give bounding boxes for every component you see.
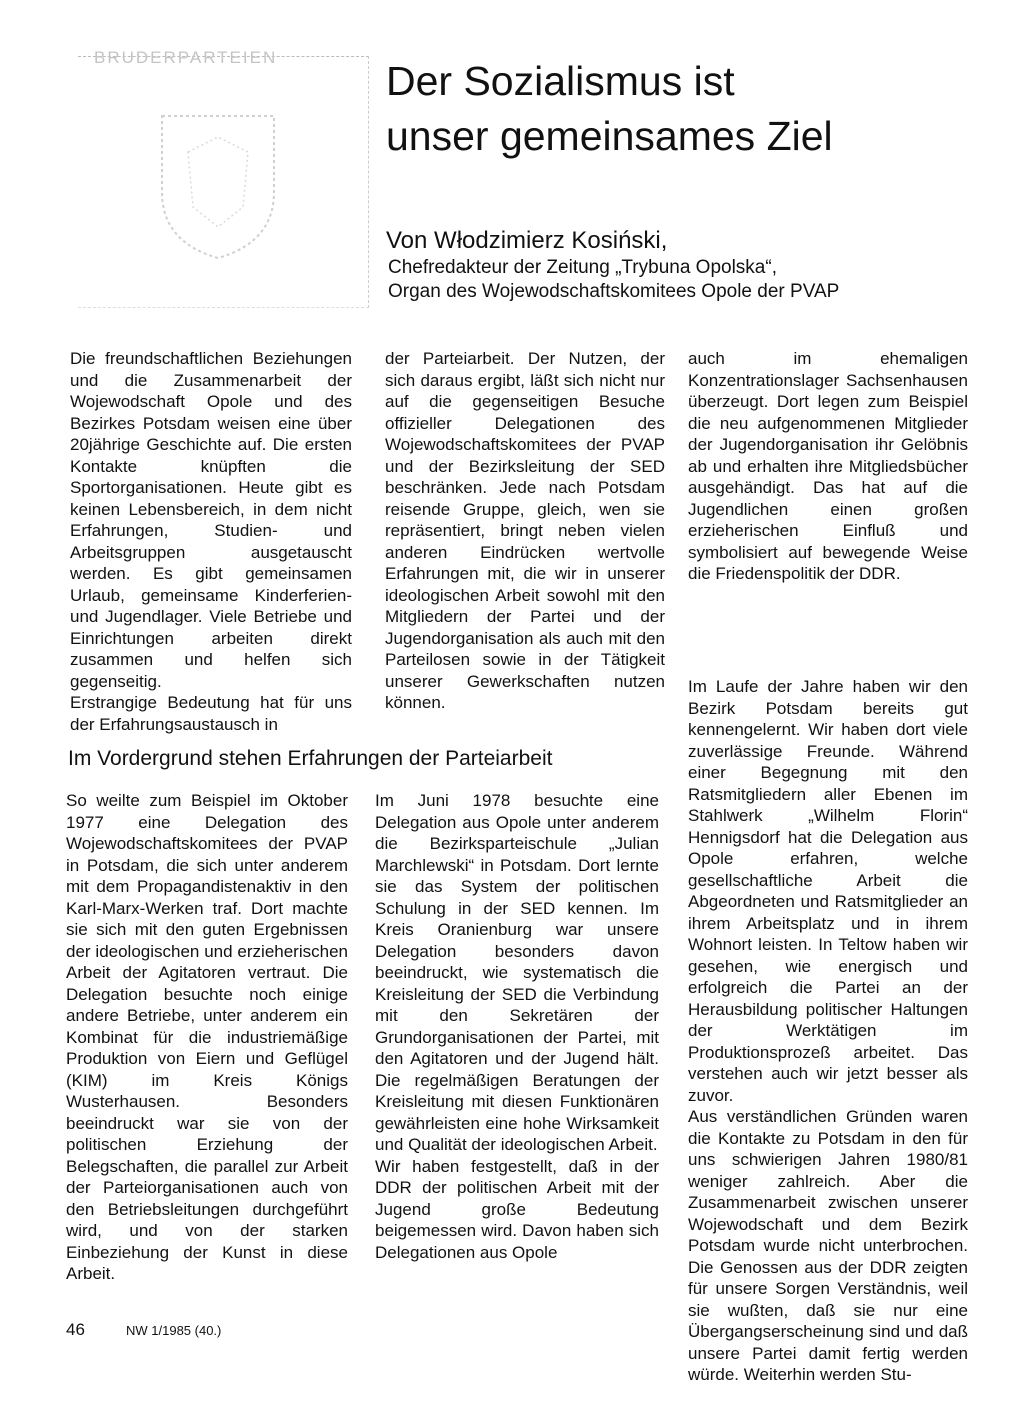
paragraph: Wir haben festgestellt, daß in der DDR der politischen Arbeit mit der Jugend große Bedeutung beigemessen wird. Davon haben sich Delegationen aus Opole bbox=[375, 1156, 659, 1262]
title-line-2: unser gemeinsames Ziel bbox=[386, 113, 833, 159]
paragraph: Erstrangige Bedeutung hat für uns der Erfahrungsaustausch in bbox=[70, 693, 352, 734]
column-3-top bbox=[688, 348, 968, 585]
title-line-1: Der Sozialismus ist bbox=[386, 58, 735, 104]
article-title bbox=[386, 54, 986, 164]
issue-label: NW 1/1985 (40.) bbox=[126, 1323, 222, 1338]
column-2-top bbox=[385, 348, 665, 714]
column-2-bottom bbox=[375, 790, 659, 1263]
author-name: Von Włodzimierz Kosiński, bbox=[386, 227, 668, 254]
paragraph: Im Laufe der Jahre haben wir den Bezirk Potsdam bereits gut kennengelernt. Wir haben dort viele zuverlässige Freunde. Während einer Begegnung mit den Ratsmitgliedern aller Ebenen im Stahlwerk „Wilhelm Florin“ Hennigsdorf hat die Delegation aus Opole erfahren, welche gesellschaftliche Arbeit die Abgeordneten und Ratsmitglieder an ihrem Arbeitsplatz und in ihrem Wohnort leisten. In Teltow haben wir gesehen, wie energisch und erfolgreich die Partei an der Herausbildung politischer Haltungen der Werktätigen im Produktionsprozeß arbeitet. Das verstehen auch wir jetzt besser als zuvor. bbox=[688, 677, 968, 1105]
page-number: 46 bbox=[66, 1320, 85, 1339]
emblem-word: BRUDERPARTEIEN bbox=[94, 48, 278, 67]
paragraph: auch im ehemaligen Konzentrationslager Sachsenhausen überzeugt. Dort legen zum Beispiel die neu aufgenommenen Mitglieder der Jugendorganisation ihr Gelöbnis ab und erhalten ihre Mitgliedsbücher ausgehändigt. Das hat auf die Jugendlichen einen großen erzieherischen Einfluß und symbolisiert auf bewegende Weise die Friedenspolitik der DDR. bbox=[688, 349, 968, 583]
author-role-1: Chefredakteur der Zeitung „Trybuna Opolska“, bbox=[388, 257, 777, 278]
author-role-2: Organ des Wojewodschaftskomitees Opole der PVAP bbox=[388, 281, 840, 302]
paragraph: So weilte zum Beispiel im Oktober 1977 eine Delegation des Wojewodschaftskomitees der PVAP in Potsdam, die sich unter anderem mit dem Propagandistenaktiv in den Karl-Marx-Werken traf. Dort machte sie sich mit den guten Ergebnissen der ideologischen und erzieherischen Arbeit der Agitatoren vertraut. Die Delegation besuchte noch einige andere Betriebe, unter anderem ein Kombinat für die industriemäßige Produktion von Eiern und Geflügel (KIM) im Kreis Königs Wusterhausen. Besonders beeindruckt war sie von der politischen Erziehung der Belegschaften, die parallel zur Arbeit der Parteiorganisationen auch von den Betriebsleitungen durchgeführt wird, und von der starken Einbeziehung der Kunst in diese Arbeit. bbox=[66, 791, 348, 1283]
paragraph: Die freundschaftlichen Beziehungen und die Zusammenarbeit der Wojewodschaft Opole und des Bezirkes Potsdam weisen eine über 20jährige Geschichte auf. Die ersten Kontakte knüpften die Sportorganisationen. Heute gibt es keinen Lebensbereich, in dem nicht Erfahrungen, Studien- und Arbeitsgruppen ausgetauscht werden. Es gibt gemeinsamen Urlaub, gemeinsame Kinderferien- und Jugendlager. Viele Betriebe und Einrichtungen arbeiten direkt zusammen und helfen sich gegenseitig. bbox=[70, 349, 352, 691]
emblem-shield-icon bbox=[158, 112, 278, 262]
paragraph: der Parteiarbeit. Der Nutzen, der sich daraus ergibt, läßt sich nicht nur auf die gegenseitigen Besuche offizieller Delegationen des Wojewodschaftskomitees der PVAP und der Bezirksleitung der SED beschränken. Jede nach Potsdam reisende Gruppe, gleich, wen sie repräsentiert, bringt neben vielen anderen Eindrücken wertvolle Erfahrungen mit, die wir in unserer ideologischen Arbeit sowohl mit den Mitgliedern der Partei und der Jugendorganisation als auch mit den Parteilosen sowie in der Tätigkeit unserer Gewerkschaften nutzen können. bbox=[385, 349, 665, 712]
column-1-top bbox=[70, 348, 352, 735]
column-3-bottom bbox=[688, 676, 968, 1386]
column-1-bottom bbox=[66, 790, 348, 1285]
byline bbox=[386, 226, 986, 304]
paragraph: Aus verständlichen Gründen waren die Kontakte zu Potsdam in den für uns schwierigen Jahren 1980/81 weniger zahlreich. Aber die Zusammenarbeit zwischen unserer Wojewodschaft und dem Bezirk Potsdam wurde nicht unterbrochen. Die Genossen aus der DDR zeigten für unsere Sorgen Verständnis, weil sie wußten, daß sie nur eine Übergangserscheinung sind und daß unsere Partei damit fertig werden würde. Weiterhin werden Stu- bbox=[688, 1107, 968, 1384]
section-subheading: Im Vordergrund stehen Erfahrungen der Parteiarbeit bbox=[68, 747, 553, 770]
paragraph: Im Juni 1978 besuchte eine Delegation aus Opole unter anderem die Bezirksparteischule „Julian Marchlewski“ in Potsdam. Dort lernte sie das System der politischen Schulung in der SED kennen. Im Kreis Oranienburg war unsere Delegation besonders davon beeindruckt, wie systematisch die Kreisleitung der SED die Verbindung mit den Sekretären der Grundorganisationen der Partei, mit den Agitatoren und der Jugend hält. Die regelmäßigen Beratungen der Kreisleitung mit diesen Funktionären gewährleisten eine hohe Wirksamkeit und Qualität der ideologischen Arbeit. bbox=[375, 791, 659, 1154]
